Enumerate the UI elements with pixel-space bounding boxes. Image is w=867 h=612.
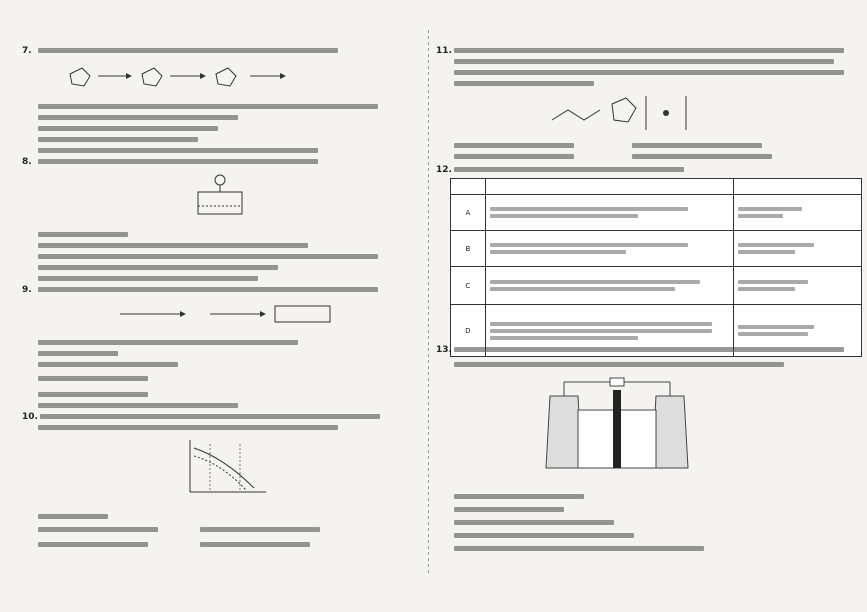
- table-row: [451, 267, 862, 305]
- question-8-number: 8.: [22, 157, 32, 167]
- left-column: [0, 0, 425, 612]
- q9-polymer-scheme: [70, 300, 360, 332]
- row-label: A: [451, 195, 486, 231]
- table-header-conclusion: [734, 179, 862, 195]
- q8-apparatus-figure: [190, 172, 250, 218]
- q10-conversion-graph: [180, 436, 270, 502]
- question-9-number: 9.: [22, 285, 32, 295]
- table-row: [451, 195, 862, 231]
- question-11-number: 11.: [436, 46, 452, 56]
- table-row: [451, 231, 862, 267]
- table-header-label: [451, 179, 486, 195]
- right-column: [432, 0, 867, 612]
- row-label: C: [451, 267, 486, 305]
- column-divider: [428, 30, 429, 575]
- q7-reaction-scheme: [60, 60, 310, 94]
- q12-experiment-table: [450, 178, 862, 357]
- question-13-number: 13.: [436, 345, 452, 355]
- row-label: D: [451, 305, 486, 357]
- question-7-number: 7.: [22, 46, 32, 56]
- row-label: B: [451, 231, 486, 267]
- question-10-number: 10.: [22, 412, 38, 422]
- q11-structure-figure: [542, 90, 692, 136]
- table-header-operation: [485, 179, 734, 195]
- q13-electrolysis-figure: [542, 376, 692, 484]
- question-12-number: 12.: [436, 165, 452, 175]
